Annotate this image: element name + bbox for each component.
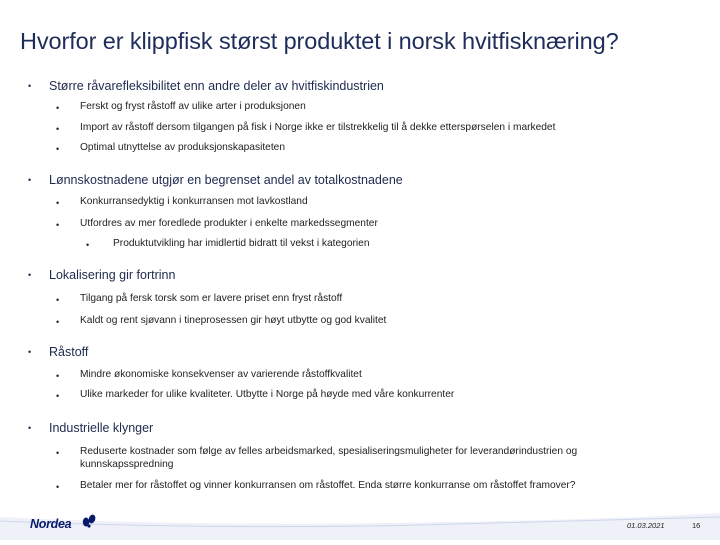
bullet-icon: • xyxy=(56,220,60,230)
bullet-icon: • xyxy=(28,423,32,433)
sub-bullet-text: Ulike markeder for ulike kvaliteter. Utbytte i Norge på høyde med våre konkurrenter xyxy=(80,389,455,400)
footer-wave xyxy=(0,511,720,540)
sub-bullet-text: Import av råstoff dersom tilgangen på fisk i Norge ikke er tilstrekkelig til å dekke etterspørselen i markedet xyxy=(80,122,556,133)
bullet-icon: • xyxy=(56,198,60,208)
sub-bullet-text: Tilgang på fersk torsk som er lavere priset enn fryst råstoff xyxy=(80,293,343,304)
bullet-icon: • xyxy=(56,295,60,305)
footer-bar xyxy=(0,511,720,540)
sub-sub-bullet-text: Produktutvikling har imidlertid bidratt til vekst i kategorien xyxy=(113,238,370,249)
sub-bullet-text: Utfordres av mer foredlede produkter i enkelte markedssegmenter xyxy=(80,218,378,229)
bullet-icon: • xyxy=(56,144,60,154)
bullet-icon: • xyxy=(56,124,60,134)
slide-title: Hvorfor er klippfisk størst produktet i norsk hvitfisknæring? xyxy=(20,28,619,54)
bullet-icon: • xyxy=(86,240,90,250)
bullet-icon: • xyxy=(28,175,32,185)
bullet-icon: • xyxy=(56,317,60,327)
bullet-icon: • xyxy=(28,81,32,91)
sub-bullet-text: Kaldt og rent sjøvann i tineprosessen gir høyt utbytte og god kvalitet xyxy=(80,315,387,326)
bullet-text: Større råvarefleksibilitet enn andre deler av hvitfiskindustrien xyxy=(49,79,384,93)
bullet-icon: • xyxy=(56,371,60,381)
sub-bullet-text: Reduserte kostnader som følge av felles arbeidsmarked, spesialiseringsmuligheter for leverandørindustrien og kunnskapsspredning xyxy=(80,446,578,470)
bullet-icon: • xyxy=(56,391,60,401)
sub-bullet-text: Mindre økonomiske konsekvenser av varierende råstoffkvalitet xyxy=(80,369,362,380)
sub-bullet-text: Betaler mer for råstoffet og vinner konkurransen om råstoffet. Enda større konkurranse om råstoffet framover? xyxy=(80,480,576,491)
sub-bullet-text: Ferskt og fryst råstoff av ulike arter i produksjonen xyxy=(80,101,306,112)
sub-bullet-text: Konkurransedyktig i konkurransen mot lavkostland xyxy=(80,196,308,207)
logo-mark-icon xyxy=(80,513,98,529)
bullet-text: Lokalisering gir fortrinn xyxy=(49,268,176,282)
bullet-icon: • xyxy=(56,103,60,113)
bullet-text: Råstoff xyxy=(49,345,89,359)
bullet-text: Industrielle klynger xyxy=(49,421,154,435)
footer-date: 01.03.2021 xyxy=(627,521,665,530)
nordea-logo: Nordea xyxy=(30,517,72,531)
bullet-icon: • xyxy=(56,448,60,458)
bullet-icon: • xyxy=(28,270,32,280)
bullet-icon: • xyxy=(56,482,60,492)
page-number: 16 xyxy=(692,521,701,530)
bullet-icon: • xyxy=(28,347,32,357)
bullet-text: Lønnskostnadene utgjør en begrenset andel av totalkostnadene xyxy=(49,173,403,187)
sub-bullet-text: Optimal utnyttelse av produksjonskapasiteten xyxy=(80,142,285,153)
